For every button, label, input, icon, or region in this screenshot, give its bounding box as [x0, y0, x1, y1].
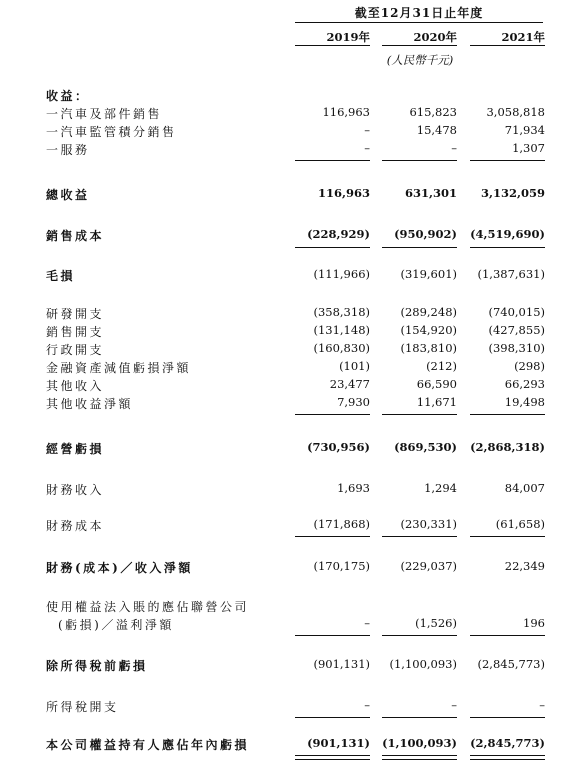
- table-row: [0, 657, 578, 675]
- table-row: [0, 227, 578, 245]
- row-label-continued: (虧損)／溢利淨額: [58, 618, 174, 632]
- subtotal-rule: [470, 414, 545, 415]
- value-2019: (160,830): [313, 341, 370, 355]
- value-2019: (901,131): [307, 736, 370, 750]
- value-2020: (154,920): [400, 323, 457, 337]
- value-2020: (1,526): [415, 616, 457, 630]
- value-2020: (869,530): [394, 440, 457, 454]
- total-double-rule: [382, 755, 457, 760]
- value-2021: 196: [523, 616, 545, 630]
- table-row: [0, 616, 578, 634]
- value-2021: 66,293: [504, 377, 545, 391]
- table-row: [0, 440, 578, 458]
- table-row: [0, 305, 578, 323]
- table-row: [0, 323, 578, 341]
- value-2020: (319,601): [400, 267, 457, 281]
- row-label: 銷售成本: [46, 229, 105, 243]
- value-2021: (398,310): [488, 341, 545, 355]
- subtotal-rule: [470, 247, 545, 248]
- row-label: 行政開支: [46, 343, 105, 357]
- row-label: 本公司權益持有人應佔年內虧損: [46, 738, 250, 752]
- subtotal-rule: [295, 247, 370, 248]
- year-2019-rule: [295, 45, 370, 46]
- row-label: 總收益: [46, 188, 90, 202]
- table-row: [0, 481, 578, 499]
- value-2021: (2,845,773): [470, 736, 545, 750]
- value-2019: –: [364, 698, 370, 712]
- value-2019: 1,693: [337, 481, 370, 495]
- value-2019: (101): [339, 359, 370, 373]
- value-2020: 15,478: [416, 123, 457, 137]
- subtotal-rule: [382, 247, 457, 248]
- value-2021: (740,015): [488, 305, 545, 319]
- table-row: [0, 736, 578, 754]
- subtotal-rule: [295, 160, 370, 161]
- table-row: [0, 559, 578, 577]
- subtotal-rule: [470, 717, 545, 718]
- table-row: [0, 359, 578, 377]
- total-double-rule: [470, 755, 545, 760]
- value-2019: (171,868): [313, 517, 370, 531]
- value-2021: (298): [514, 359, 545, 373]
- value-2019: –: [364, 141, 370, 155]
- value-2019: (730,956): [307, 440, 370, 454]
- value-2021: (61,658): [495, 517, 545, 531]
- value-2020: –: [451, 141, 457, 155]
- table-row: [0, 141, 578, 159]
- row-label: 毛損: [46, 269, 76, 283]
- value-2019: (358,318): [313, 305, 370, 319]
- value-2021: (4,519,690): [470, 227, 545, 241]
- row-label: 其他收入: [46, 379, 105, 393]
- table-row: [0, 598, 578, 616]
- subtotal-rule: [382, 635, 457, 636]
- value-2020: 11,671: [416, 395, 457, 409]
- value-2021: (2,845,773): [477, 657, 545, 671]
- row-label: 一汽車及部件銷售: [46, 107, 163, 121]
- row-label: 一服務: [46, 143, 90, 157]
- value-2020: 615,823: [409, 105, 457, 119]
- value-2020: 66,590: [416, 377, 457, 391]
- value-2019: 116,963: [317, 186, 370, 200]
- row-label: 財務收入: [46, 483, 105, 497]
- value-2020: (230,331): [400, 517, 457, 531]
- row-label: 一汽車監管積分銷售: [46, 125, 177, 139]
- subtotal-rule: [295, 536, 370, 537]
- period-header: 截至12月31日止年度: [354, 6, 484, 20]
- value-2021: 19,498: [504, 395, 545, 409]
- row-label: 銷售開支: [46, 325, 105, 339]
- value-2021: 84,007: [504, 481, 545, 495]
- year-2019-header: 2019年: [326, 30, 370, 44]
- value-2019: (228,929): [307, 227, 370, 241]
- row-label: 其他收益淨額: [46, 397, 134, 411]
- value-2019: (901,131): [313, 657, 370, 671]
- value-2019: 23,477: [329, 377, 370, 391]
- value-2020: (289,248): [400, 305, 457, 319]
- value-2019: 116,963: [322, 105, 370, 119]
- value-2021: 22,349: [504, 559, 545, 573]
- table-row: [0, 395, 578, 413]
- value-2020: (212): [426, 359, 457, 373]
- value-2020: 631,301: [404, 186, 457, 200]
- year-2021-header: 2021年: [501, 30, 545, 44]
- value-2020: (1,100,093): [382, 736, 457, 750]
- value-2019: (170,175): [313, 559, 370, 573]
- value-2021: (1,387,631): [477, 267, 545, 281]
- value-2020: (1,100,093): [389, 657, 457, 671]
- table-row: [0, 105, 578, 123]
- value-2019: 7,930: [337, 395, 370, 409]
- table-row: [0, 377, 578, 395]
- value-2021: (427,855): [488, 323, 545, 337]
- row-label: 經營虧損: [46, 442, 105, 456]
- subtotal-rule: [295, 717, 370, 718]
- subtotal-rule: [382, 414, 457, 415]
- row-label: 研發開支: [46, 307, 105, 321]
- value-2021: –: [539, 698, 545, 712]
- row-label: 財務成本: [46, 519, 105, 533]
- year-2020-header: 2020年: [413, 30, 457, 44]
- year-2020-rule: [382, 45, 457, 46]
- row-label: 使用權益法入賬的應佔聯營公司: [46, 600, 250, 614]
- value-2020: (950,902): [394, 227, 457, 241]
- row-label: 財務(成本)／收入淨額: [46, 561, 193, 575]
- table-row: [0, 186, 578, 204]
- value-2021: (2,868,318): [470, 440, 545, 454]
- row-label: 除所得稅前虧損: [46, 659, 148, 673]
- value-2020: (183,810): [400, 341, 457, 355]
- header-rule: [295, 22, 543, 23]
- subtotal-rule: [295, 635, 370, 636]
- subtotal-rule: [470, 635, 545, 636]
- row-label: 所得稅開支: [46, 700, 119, 714]
- value-2021: 1,307: [512, 141, 545, 155]
- value-2021: 3,058,818: [486, 105, 545, 119]
- value-2020: –: [451, 698, 457, 712]
- row-label: 金融資產減值虧損淨額: [46, 361, 192, 375]
- value-2020: 1,294: [424, 481, 457, 495]
- subtotal-rule: [382, 536, 457, 537]
- subtotal-rule: [382, 160, 457, 161]
- table-row: [0, 341, 578, 359]
- value-2019: (131,148): [313, 323, 370, 337]
- value-2020: (229,037): [400, 559, 457, 573]
- subtotal-rule: [295, 414, 370, 415]
- unit-label: (人民幣千元): [386, 53, 454, 67]
- total-double-rule: [295, 755, 370, 760]
- value-2019: (111,966): [313, 267, 370, 281]
- subtotal-rule: [382, 717, 457, 718]
- table-row: [0, 698, 578, 716]
- subtotal-rule: [470, 536, 545, 537]
- value-2019: –: [364, 123, 370, 137]
- value-2019: –: [364, 616, 370, 630]
- value-2021: 3,132,059: [480, 186, 545, 200]
- table-row: [0, 517, 578, 535]
- table-row: [0, 267, 578, 285]
- subtotal-rule: [470, 160, 545, 161]
- table-row: [0, 123, 578, 141]
- value-2021: 71,934: [504, 123, 545, 137]
- revenue-heading-row: [0, 87, 578, 105]
- year-2021-rule: [470, 45, 545, 46]
- revenue-heading: 收益：: [46, 89, 90, 103]
